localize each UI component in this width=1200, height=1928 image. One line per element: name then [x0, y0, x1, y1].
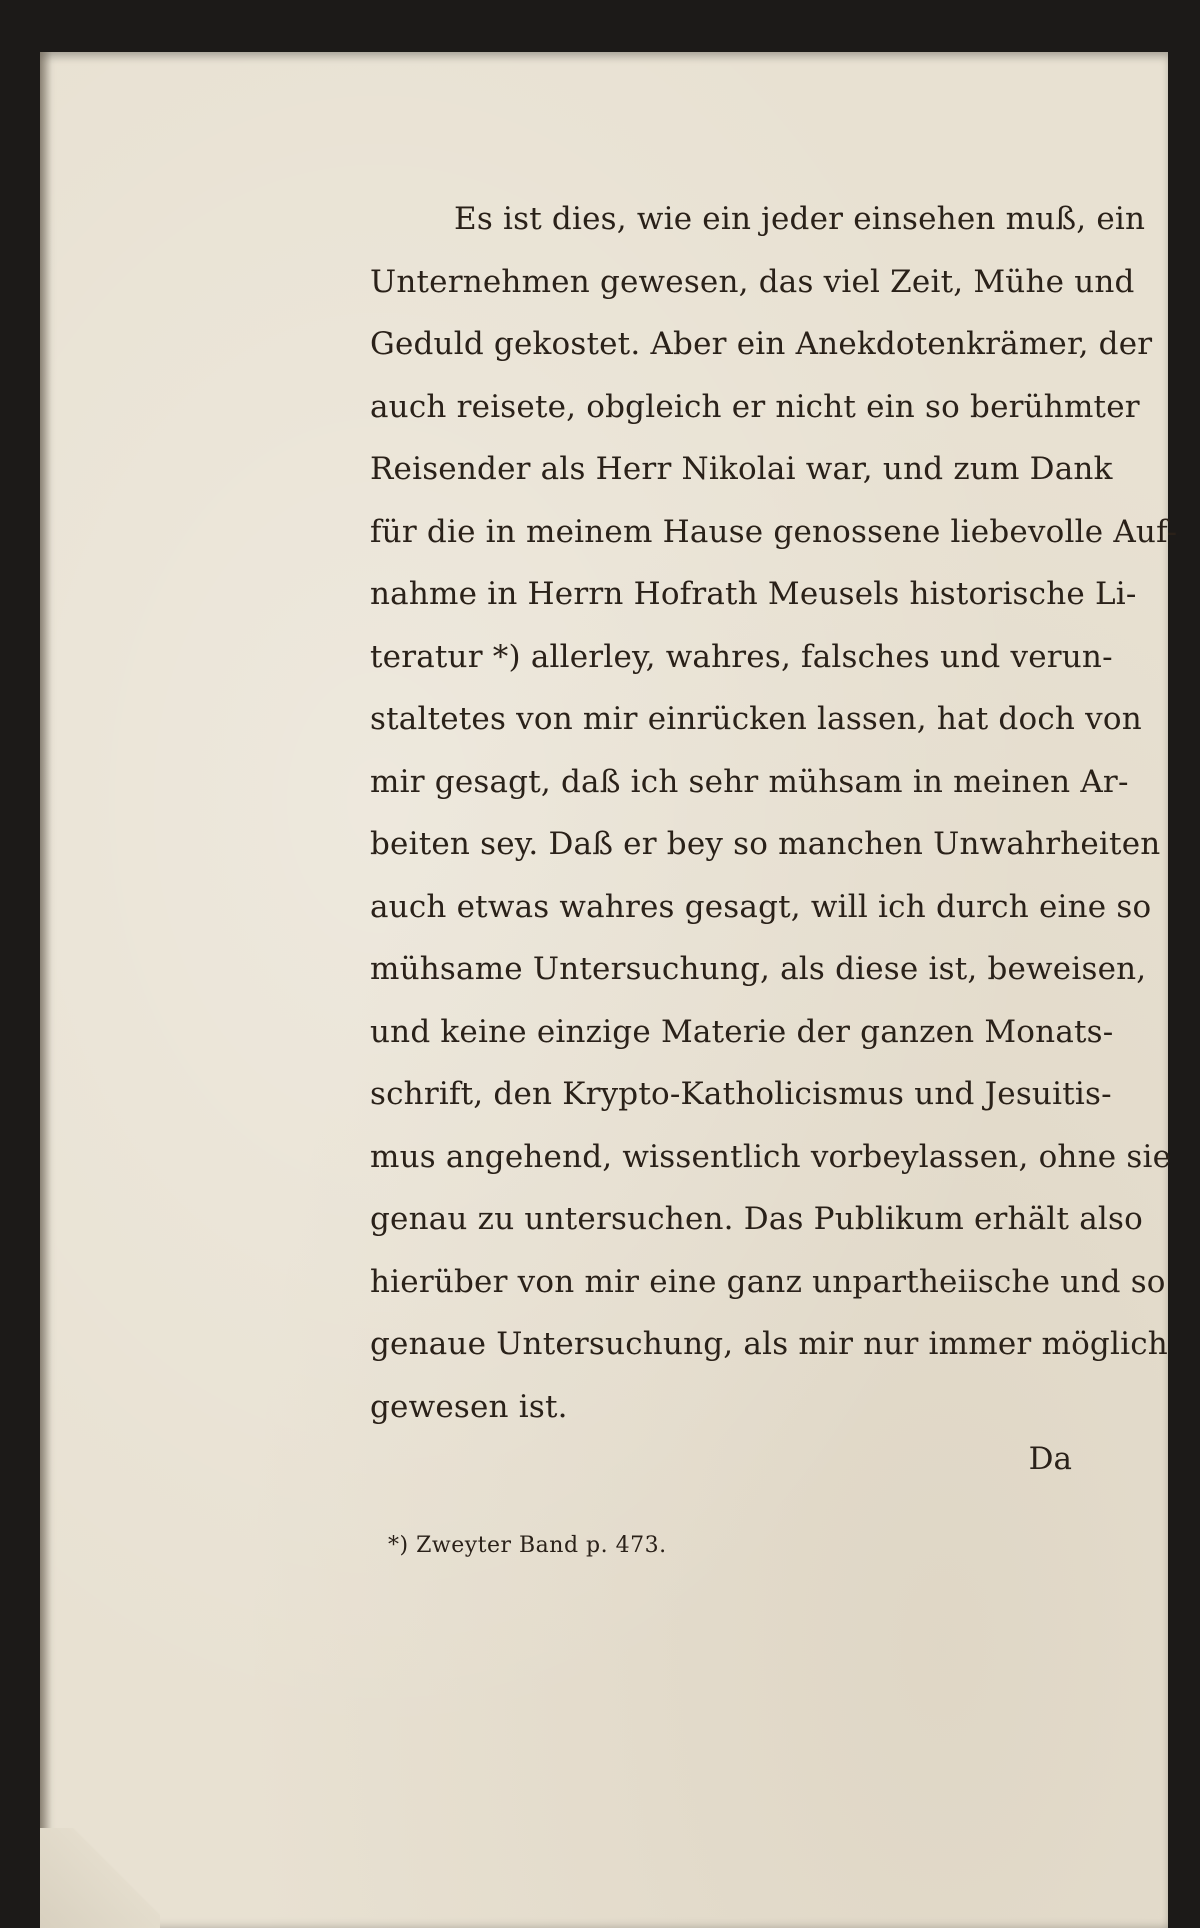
- text-line: mus angehend, wissentlich vorbeylassen, ohne sie: [370, 1138, 1172, 1175]
- text-line: schrift, den Krypto-Katholicismus und Jesuitis-: [370, 1076, 1112, 1112]
- text-line: mühsame Untersuchung, als diese ist, beweisen,: [370, 951, 1147, 987]
- text-line: hierüber von mir eine ganz unpartheiische und so: [370, 1263, 1166, 1300]
- catchword: Da: [1028, 1441, 1072, 1477]
- worn-page-corner: [40, 1828, 160, 1928]
- text-line: Unternehmen gewesen, das viel Zeit, Mühe und: [370, 263, 1135, 300]
- text-line: beiten sey. Daß er bey so manchen Unwahrheiten: [370, 826, 1161, 862]
- text-line: nahme in Herrn Hofrath Meusels historische Li-: [370, 576, 1137, 612]
- text-line: gewesen ist.: [370, 1388, 568, 1425]
- text-line: teratur *) allerley, wahres, falsches und verun-: [370, 638, 1113, 675]
- text-line: auch etwas wahres gesagt, will ich durch eine so: [370, 888, 1152, 925]
- text-line: staltetes von mir einrücken lassen, hat doch von: [370, 701, 1142, 737]
- body-text: [370, 188, 1178, 1438]
- text-line: auch reisete, obgleich er nicht ein so berühmter: [370, 388, 1140, 425]
- text-line: für die in meinem Hause genossene liebevolle Auf-: [370, 513, 1178, 550]
- text-line: und keine einzige Materie der ganzen Monats-: [370, 1013, 1114, 1050]
- footnote: *) Zweyter Band p. 473.: [388, 1533, 667, 1558]
- text-line: genaue Untersuchung, als mir nur immer möglich: [370, 1326, 1168, 1362]
- text-line: genau zu untersuchen. Das Publikum erhält also: [370, 1201, 1143, 1237]
- text-line: mir gesagt, daß ich sehr mühsam in meinen Ar-: [370, 763, 1129, 800]
- text-line: Es ist dies, wie ein jeder einsehen muß, ein: [454, 201, 1146, 237]
- binding-edge: [40, 52, 52, 1928]
- text-line: Reisender als Herr Nikolai war, und zum Dank: [370, 451, 1113, 487]
- text-line: Geduld gekostet. Aber ein Anekdotenkrämer, der: [370, 326, 1153, 362]
